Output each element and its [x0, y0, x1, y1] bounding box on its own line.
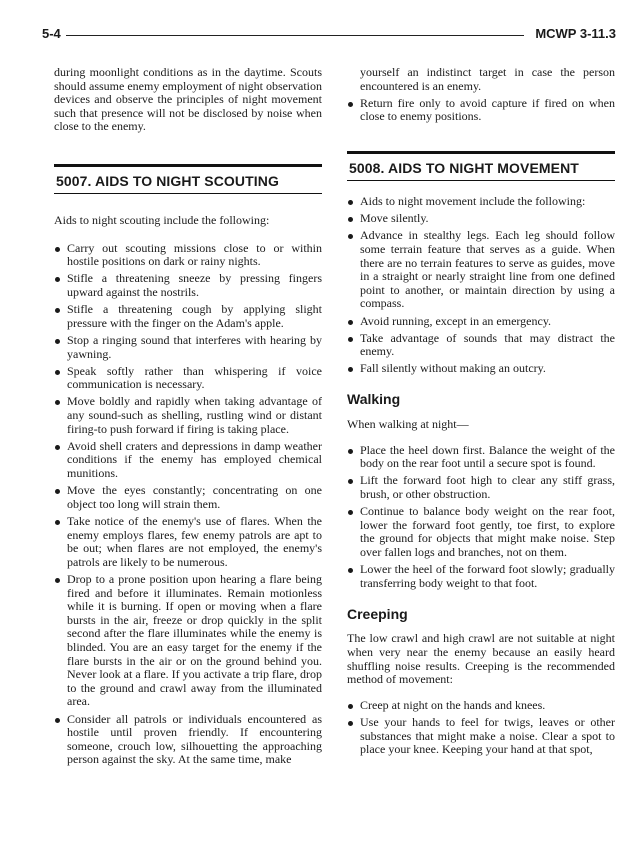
movement-list [347, 195, 615, 376]
list-item: Consider all patrols or individuals encountered as hostile until proven friendly. If encountering someone, crouch low, silhouetting the approaching person against the sky. At the same time, make [54, 713, 322, 767]
continued-list [347, 66, 615, 124]
list-item: Move boldly and rapidly when taking advantage of any sound-such as shelling, rustling wind or distant firing-to push forward if firing is taking place. [54, 395, 322, 436]
list-item: Avoid running, except in an emergency. [347, 315, 615, 329]
list-item: Speak softly rather than whispering if voice communication is necessary. [54, 365, 322, 392]
walking-list [347, 444, 615, 591]
section-5008-title: 5008. AIDS TO NIGHT MOVEMENT [347, 151, 615, 181]
list-item: Avoid shell craters and depressions in damp weather conditions if the enemy has employed chemical munitions. [54, 440, 322, 481]
list-item: Take notice of the enemy's use of flares. When the enemy employs flares, few enemy patrols are apt to be out; when flares are not employed, the enemy's patrols are likely to be numerous. [54, 515, 322, 569]
list-item: Carry out scouting missions close to or within hostile positions on dark or rainy nights. [54, 242, 322, 269]
list-item: Advance in stealthy legs. Each leg should follow some terrain feature that serves as a guide. When there are no terrain features to serve as guides, move in a straight or nearly straight line from one defined point to another, or maintain direction by using a compass. [347, 229, 615, 311]
list-item: Return fire only to avoid capture if fired on when close to enemy positions. [347, 97, 615, 124]
list-item: Lower the heel of the forward foot slowly; gradually transferring body weight to that foot. [347, 563, 615, 590]
left-column [54, 66, 322, 770]
list-item-continued: yourself an indistinct target in case the person encountered is an enemy. [360, 65, 615, 93]
list-item: Lift the forward foot high to clear any stiff grass, brush, or other obstruction. [347, 474, 615, 501]
list-item: Stop a ringing sound that interferes with hearing by yawning. [54, 334, 322, 361]
creeping-heading: Creeping [347, 606, 408, 623]
publication-id: MCWP 3-11.3 [535, 26, 616, 41]
intro-paragraph: during moonlight conditions as in the daytime. Scouts should assume enemy employment of night observation devices and observe the principles of night movement such that presence will not be disclosed by noise when close to the enemy. [54, 65, 322, 134]
list-item: Move silently. [347, 212, 615, 226]
walking-lead: When walking at night— [347, 417, 469, 432]
walking-heading: Walking [347, 391, 401, 408]
list-item: Fall silently without making an outcry. [347, 362, 615, 376]
list-item: Drop to a prone position upon hearing a flare being fired and before it illuminates. Remain motionless while it is burning. If open or moving when a flare bursts in the air, freeze or drop quickly in the split second after the flare illuminates while the enemy is blinded. You are an easy target for the enemy if the flare bursts in the air or on the ground behind you. Never look at a flare. If you activate a trip flare, drop to the ground and crawl away from the illuminated area. [54, 573, 322, 709]
creeping-paragraph: The low crawl and high crawl are not suitable at night when very near the enemy because an easily heard shuffling noise results. Creeping is the recommended method of movement: [347, 631, 615, 687]
page-number: 5-4 [42, 26, 61, 41]
list-item: Place the heel down first. Balance the weight of the body on the rear foot until a secure spot is found. [347, 444, 615, 471]
page-header [42, 26, 616, 44]
list-item: Take advantage of sounds that may distract the enemy. [347, 332, 615, 359]
list-item: Move the eyes constantly; concentrating on one object too long will strain them. [54, 484, 322, 511]
header-rule [66, 35, 524, 36]
list-item: Creep at night on the hands and knees. [347, 699, 615, 713]
scouting-list [54, 242, 322, 767]
list-item: Stifle a threatening sneeze by pressing fingers upward against the nostrils. [54, 272, 322, 299]
list-item: Aids to night movement include the following: [347, 195, 615, 209]
right-column [347, 66, 615, 760]
list-item: Use your hands to feel for twigs, leaves or other substances that might make a noise. Clear a spot to place your knee. Keeping your hand at that spot, [347, 716, 615, 757]
list-item: Continue to balance body weight on the rear foot, lower the forward foot gently, toe first, to explore the ground for objects that might make noise. Step over fallen logs and branches, not on them. [347, 505, 615, 559]
list-item: Stifle a threatening cough by applying slight pressure with the finger on the Adam's apple. [54, 303, 322, 330]
creeping-list [347, 699, 615, 757]
scouting-lead: Aids to night scouting include the following: [54, 212, 270, 227]
section-5007-title: 5007. AIDS TO NIGHT SCOUTING [54, 164, 322, 194]
